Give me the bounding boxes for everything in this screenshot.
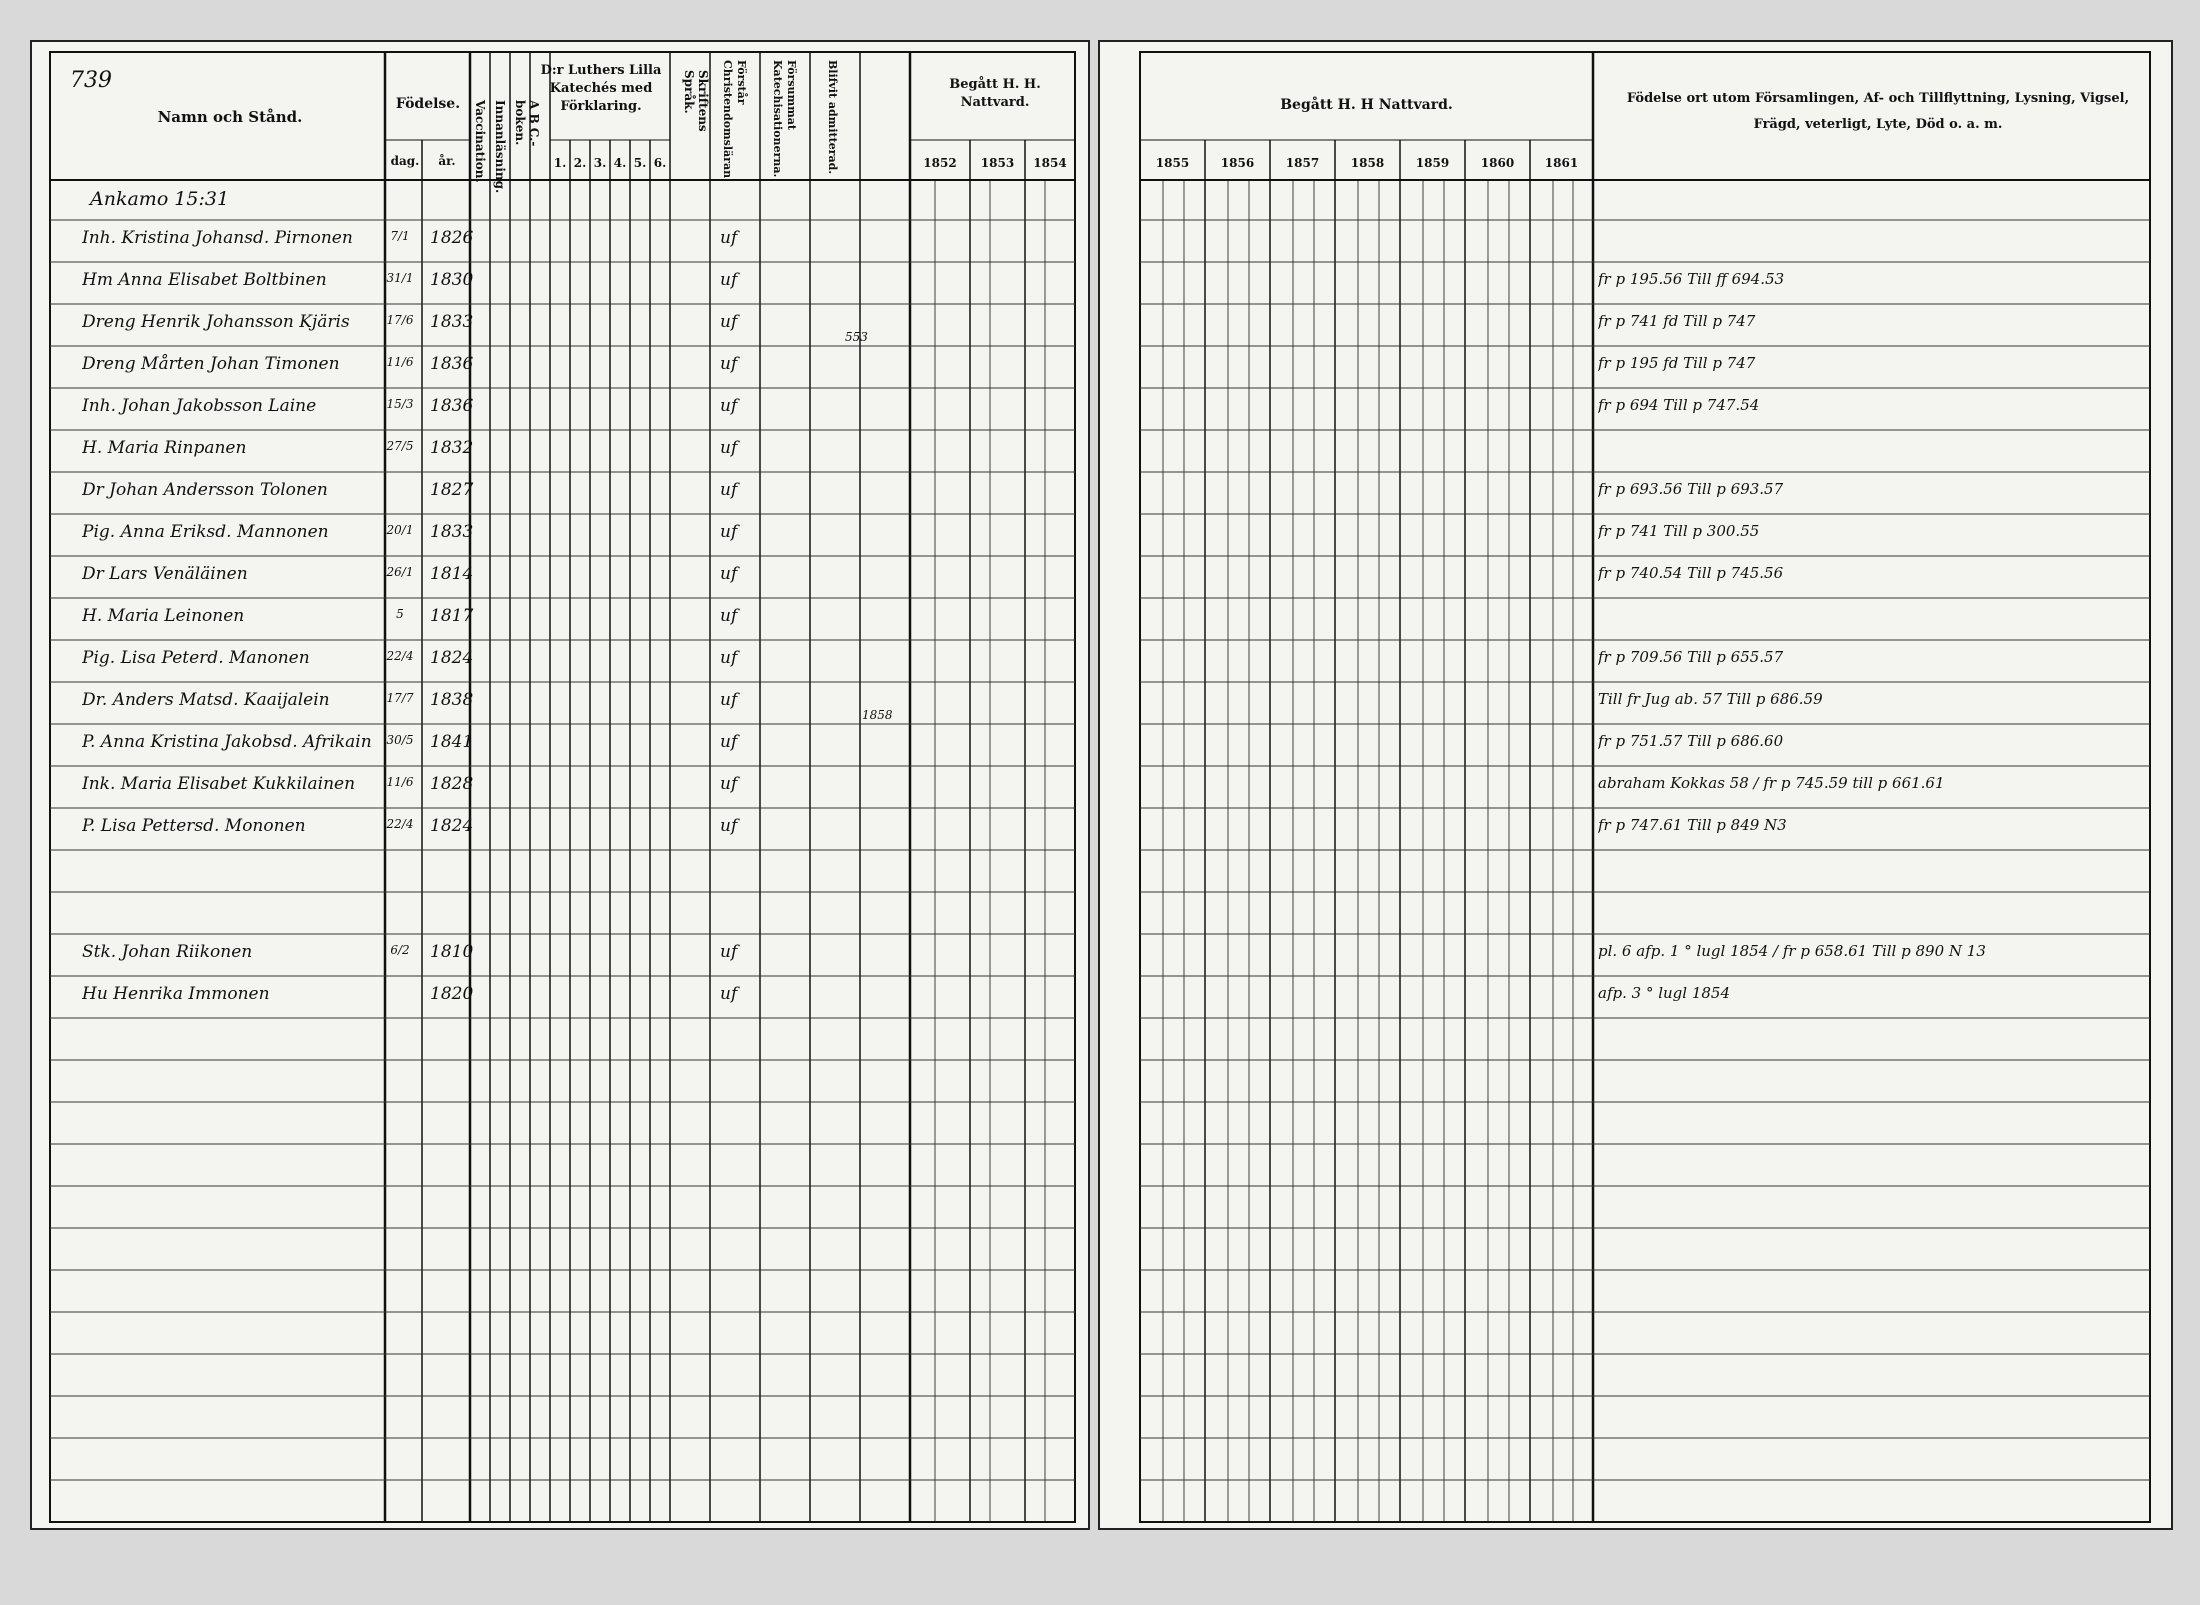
person-name: Hu Henrika Immonen: [82, 984, 270, 1004]
birth-year: 1841: [430, 732, 474, 752]
right-page: [1098, 40, 2173, 1530]
christianity-status: uf: [720, 816, 738, 836]
birth-year: 1833: [430, 312, 474, 332]
birth-day: 7/1: [390, 229, 410, 243]
catechism-part-2: 2.: [573, 156, 587, 170]
communion-year-1858: 1858: [1350, 156, 1385, 170]
person-name: Inh. Johan Jakobsson Laine: [82, 396, 317, 416]
catechism-part-6: 6.: [653, 156, 667, 170]
person-name: P. Lisa Pettersd. Mononen: [82, 816, 306, 836]
remark-entry: fr p 709.56 Till p 655.57: [1598, 648, 1784, 666]
remark-entry: fr p 694 Till p 747.54: [1598, 396, 1760, 414]
birth-year: 1827: [430, 480, 474, 500]
person-name: H. Maria Rinpanen: [82, 438, 247, 458]
christianity-status: uf: [720, 732, 738, 752]
communion-year-1855: 1855: [1155, 156, 1190, 170]
header-birth-day: dag.: [390, 154, 420, 168]
communion-year-1856: 1856: [1220, 156, 1255, 170]
christianity-status: uf: [720, 312, 738, 332]
catechism-part-5: 5.: [633, 156, 647, 170]
remark-entry: fr p 741 Till p 300.55: [1598, 522, 1760, 540]
header-catechism: D:r Luthers Lilla Katechés med Förklaring.: [540, 63, 662, 114]
birth-year: 1817: [430, 606, 474, 626]
remark-entry: fr p 195 fd Till p 747: [1598, 354, 1756, 372]
page-number: 739: [70, 68, 112, 93]
remark-entry: fr p 751.57 Till p 686.60: [1598, 732, 1784, 750]
birth-year: 1836: [430, 354, 474, 374]
remark-entry: Till fr Jug ab. 57 Till p 686.59: [1598, 690, 1823, 708]
christianity-status: uf: [720, 522, 738, 542]
birth-year: 1810: [430, 942, 474, 962]
header-scripture: Skriftens Språk.: [682, 70, 710, 132]
village-heading: Ankamo 15:31: [90, 188, 230, 210]
person-name: H. Maria Leinonen: [82, 606, 245, 626]
birth-day: 17/6: [386, 313, 414, 327]
catechism-part-3: 3.: [593, 156, 607, 170]
header-birth: Födelse.: [395, 96, 461, 112]
christianity-status: uf: [720, 480, 738, 500]
christianity-status: uf: [720, 228, 738, 248]
birth-year: 1836: [430, 396, 474, 416]
person-name: Ink. Maria Elisabet Kukkilainen: [82, 774, 356, 794]
birth-year: 1838: [430, 690, 474, 710]
christianity-status: uf: [720, 984, 738, 1004]
header-birth-year: år.: [438, 154, 456, 168]
header-first-communion: Förstår Christendomsläran.: [721, 60, 748, 182]
birth-day: 11/6: [386, 775, 414, 789]
communion-year-1861: 1861: [1544, 156, 1579, 170]
person-name: Dr Johan Andersson Tolonen: [82, 480, 328, 500]
header-name: Namn och Stånd.: [157, 108, 303, 126]
person-name: Dr Lars Venäläinen: [82, 564, 248, 584]
person-name: Pig. Anna Eriksd. Mannonen: [82, 522, 329, 542]
christianity-status: uf: [720, 564, 738, 584]
birth-year: 1824: [430, 648, 474, 668]
christianity-status: uf: [720, 690, 738, 710]
remark-entry: afp. 3 ° lugl 1854: [1598, 984, 1731, 1002]
remark-entry: fr p 747.61 Till p 849 N3: [1598, 816, 1787, 834]
remark-entry: abraham Kokkas 58 / fr p 745.59 till p 661.61: [1598, 774, 1945, 792]
birth-year: 1828: [430, 774, 474, 794]
catechism-part-1: 1.: [553, 156, 567, 170]
header-remarks: Födelse ort utom Församlingen, Af- och Tillflyttning, Lysning, Vigsel, Frägd, veterligt, Lyte, Död o. a. m.: [1626, 91, 2130, 132]
remark-entry: pl. 6 afp. 1 ° lugl 1854 / fr p 658.61 Till p 890 N 13: [1598, 942, 1986, 960]
person-name: P. Anna Kristina Jakobsd. Afrikain: [82, 732, 372, 752]
person-name: Inh. Kristina Johansd. Pirnonen: [82, 228, 353, 248]
birth-day: 27/5: [386, 439, 414, 453]
header-vaccination: Vaccination.: [473, 100, 487, 183]
header-communion: Begått H. H. Nattvard.: [949, 77, 1041, 110]
header-neglected: Försummat Katechisationerna.: [771, 60, 798, 178]
admitted-year: 1858: [862, 708, 893, 722]
remark-entry: fr p 741 fd Till p 747: [1598, 312, 1756, 330]
birth-day: 17/7: [386, 691, 414, 705]
birth-day: 15/3: [386, 397, 414, 411]
remark-entry: fr p 693.56 Till p 693.57: [1598, 480, 1784, 498]
birth-day: 31/1: [386, 271, 414, 285]
birth-day: 22/4: [386, 817, 414, 831]
communion-year-1857: 1857: [1285, 156, 1320, 170]
birth-year: 1826: [430, 228, 474, 248]
left-page: [30, 40, 1090, 1530]
communion-year-1852: 1852: [923, 156, 957, 170]
birth-year: 1830: [430, 270, 474, 290]
christianity-status: uf: [720, 606, 738, 626]
remark-entry: fr p 195.56 Till ff 694.53: [1598, 270, 1785, 288]
christianity-status: uf: [720, 270, 738, 290]
person-name: Pig. Lisa Peterd. Manonen: [82, 648, 310, 668]
header-admitted: Blifvit admitterad.: [826, 60, 839, 175]
birth-day: 30/5: [386, 733, 414, 747]
christianity-status: uf: [720, 354, 738, 374]
birth-year: 1814: [430, 564, 474, 584]
birth-day: 20/1: [386, 523, 414, 537]
birth-day: 6/2: [390, 943, 410, 957]
birth-day: 22/4: [386, 649, 414, 663]
person-name: Dreng Mårten Johan Timonen: [82, 354, 340, 374]
communion-year-1854: 1854: [1033, 156, 1067, 170]
birth-year: 1820: [430, 984, 474, 1004]
communion-year-1860: 1860: [1480, 156, 1515, 170]
header-abc: A B C.-boken.: [513, 100, 541, 147]
birth-year: 1832: [430, 438, 474, 458]
christianity-status: uf: [720, 942, 738, 962]
header-reading: Innanläsning.: [493, 100, 507, 194]
admitted-number: 553: [845, 330, 868, 344]
christianity-status: uf: [720, 774, 738, 794]
birth-year: 1833: [430, 522, 474, 542]
birth-day: 11/6: [386, 355, 414, 369]
remark-entry: fr p 740.54 Till p 745.56: [1598, 564, 1784, 582]
christianity-status: uf: [720, 438, 738, 458]
christianity-status: uf: [720, 648, 738, 668]
person-name: Dreng Henrik Johansson Kjäris: [82, 312, 350, 332]
birth-day: 26/1: [386, 565, 414, 579]
catechism-part-4: 4.: [613, 156, 627, 170]
right-header-communion: Begått H. H Nattvard.: [1280, 97, 1453, 113]
person-name: Dr. Anders Matsd. Kaaijalein: [82, 690, 330, 710]
person-name: Stk. Johan Riikonen: [82, 942, 253, 962]
birth-year: 1824: [430, 816, 474, 836]
communion-year-1859: 1859: [1415, 156, 1450, 170]
birth-day: 5: [396, 607, 404, 621]
person-name: Hm Anna Elisabet Boltbinen: [82, 270, 327, 290]
christianity-status: uf: [720, 396, 738, 416]
communion-year-1853: 1853: [980, 156, 1015, 170]
